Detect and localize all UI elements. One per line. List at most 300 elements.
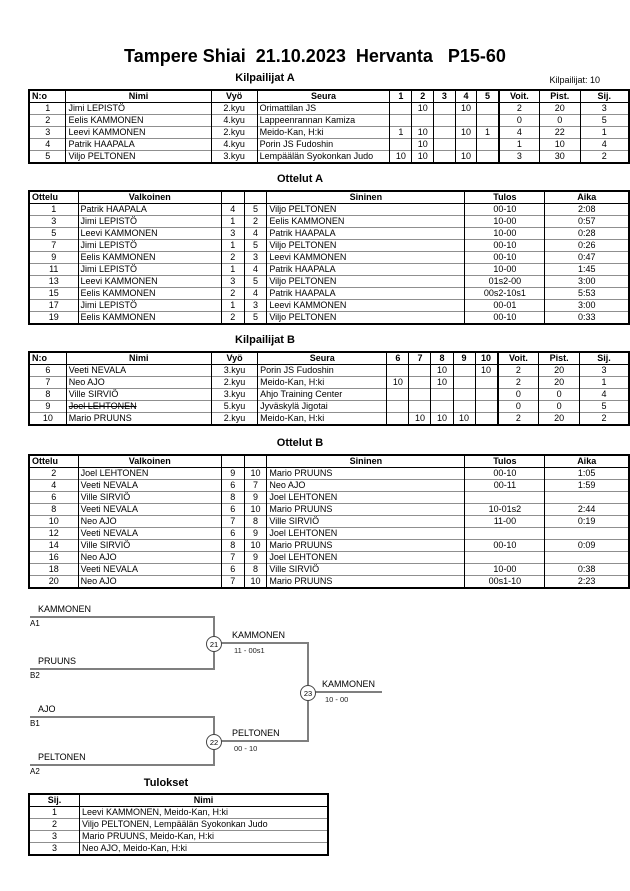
bracket-line <box>30 716 215 718</box>
table-cell <box>390 103 412 115</box>
column-header: Sininen <box>267 455 465 468</box>
table-cell: 2 <box>221 288 244 300</box>
table-row <box>29 831 328 843</box>
table-cell: 00-11 <box>465 480 545 492</box>
table-cell <box>409 365 431 377</box>
header-row <box>29 455 629 468</box>
table-cell: 3:00 <box>545 300 629 312</box>
table-cell <box>453 377 475 389</box>
table-cell: 1 <box>221 240 244 252</box>
table-cell: 2 <box>498 413 539 426</box>
column-header: Sij. <box>29 794 80 807</box>
section-header-ottelut-a <box>0 173 630 186</box>
table-cell: 0:26 <box>545 240 629 252</box>
table-cell: 00-10 <box>465 240 545 252</box>
table-cell <box>434 139 455 151</box>
column-header: Aika <box>545 455 629 468</box>
table-cell: Eelis KAMMONEN <box>66 115 211 127</box>
table-cell: 5 <box>29 151 66 164</box>
table-cell <box>409 389 431 401</box>
table-cell: 20 <box>540 103 580 115</box>
table-cell: 10 <box>244 540 267 552</box>
table-cell: 00-10 <box>465 540 545 552</box>
table-cell: 6 <box>221 564 244 576</box>
table-cell: Eelis KAMMONEN <box>78 312 221 325</box>
table-cell: 8 <box>244 516 267 528</box>
table-cell: 16 <box>29 552 78 564</box>
header-row <box>29 352 629 365</box>
table-row <box>29 492 629 504</box>
table-cell <box>545 528 629 540</box>
table-cell: Jimi LEPISTÖ <box>66 103 211 115</box>
table-cell: 9 <box>244 528 267 540</box>
table-cell: 3 <box>580 103 629 115</box>
table-cell: 1 <box>580 377 630 389</box>
table-cell: Leevi KAMMONEN, Meido-Kan, H:ki <box>80 807 329 819</box>
table-cell: 10 <box>453 413 475 426</box>
table-row <box>29 377 629 389</box>
bracket-sf2-score: 00 - 10 <box>234 744 258 753</box>
table-cell: 5 <box>244 204 267 216</box>
table-cell: 10 <box>431 377 453 389</box>
table-cell <box>412 115 434 127</box>
table-cell <box>431 389 453 401</box>
table-cell <box>434 115 455 127</box>
table-cell: Ville SIRVIÖ <box>267 516 465 528</box>
table-cell: Meido-Kan, H:ki <box>258 413 387 426</box>
column-header: Vyö <box>211 90 257 103</box>
table-cell: Leevi KAMMONEN <box>267 252 465 264</box>
table-cell: 9 <box>221 468 244 480</box>
table-cell <box>477 139 499 151</box>
table-row <box>29 127 629 139</box>
column-header: 9 <box>453 352 475 365</box>
table-cell <box>434 151 455 164</box>
table-cell <box>387 401 409 413</box>
table-cell: 0:09 <box>545 540 629 552</box>
section-title-kilpailijat-a: Kilpailijat A <box>235 72 295 84</box>
table-cell: Mario PRUUNS <box>267 576 465 589</box>
table-cell: 5 <box>580 115 629 127</box>
table-cell: 10 <box>475 365 498 377</box>
bracket-line <box>30 616 215 618</box>
section-title-tulokset: Tulokset <box>143 777 189 789</box>
table-cell: 7 <box>29 377 66 389</box>
table-cell: 00s2-10s1 <box>465 288 545 300</box>
table-cell: 1:59 <box>545 480 629 492</box>
table-row <box>29 504 629 516</box>
table-cell: Ville SIRVIÖ <box>267 564 465 576</box>
table-row <box>29 204 629 216</box>
table-cell: 1 <box>477 127 499 139</box>
table-row <box>29 540 629 552</box>
table-cell: Patrik HAAPALA <box>267 228 465 240</box>
table-ottelut-a <box>28 190 630 325</box>
table-cell: 3 <box>29 831 80 843</box>
table-cell: 10 <box>431 413 453 426</box>
table-cell: Viljo PELTONEN <box>267 276 465 288</box>
table-cell <box>434 103 455 115</box>
table-cell: 10 <box>244 576 267 589</box>
table-cell: Lempäälän Syokonkan Judo <box>257 151 390 164</box>
table-cell: Leevi KAMMONEN <box>78 228 221 240</box>
table-row <box>29 240 629 252</box>
table-cell: Jimi LEPISTÖ <box>78 300 221 312</box>
table-cell: 7 <box>221 516 244 528</box>
column-header: 4 <box>455 90 477 103</box>
table-cell: Viljo PELTONEN, Lempäälän Syokonkan Judo <box>80 819 329 831</box>
table-cell: Mario PRUUNS <box>267 468 465 480</box>
table-cell: 10 <box>431 365 453 377</box>
table-cell: 4 <box>29 139 66 151</box>
table-cell: 7 <box>29 240 78 252</box>
table-cell: 7 <box>221 552 244 564</box>
table-cell: 10 <box>412 139 434 151</box>
table-cell: 5 <box>580 401 630 413</box>
table-cell: Veeti NEVALA <box>78 564 221 576</box>
table-cell: 4 <box>580 389 630 401</box>
table-cell <box>453 365 475 377</box>
table-cell: 2:23 <box>545 576 629 589</box>
table-cell: 11-00 <box>465 516 545 528</box>
section-header-tulokset <box>0 777 630 790</box>
table-cell: 10 <box>540 139 580 151</box>
table-cell: 2.kyu <box>211 377 257 389</box>
table-cell: Ville SIRVIÖ <box>66 389 211 401</box>
table-cell: Mario PRUUNS <box>66 413 211 426</box>
table-cell: 1:45 <box>545 264 629 276</box>
table-cell: 3 <box>580 365 630 377</box>
table-cell: 14 <box>29 540 78 552</box>
table-cell <box>387 365 409 377</box>
bracket-sf1-score: 11 - 00s1 <box>234 646 265 655</box>
bracket-sf2-bottom-seed: A2 <box>30 767 40 776</box>
table-cell: Eelis KAMMONEN <box>78 288 221 300</box>
table-cell: 1:05 <box>545 468 629 480</box>
table-cell: 00-10 <box>465 252 545 264</box>
table-row <box>29 115 629 127</box>
table-cell: 2 <box>580 413 630 426</box>
table-cell <box>431 401 453 413</box>
table-cell: 3.kyu <box>211 389 257 401</box>
table-cell: Joel LEHTONEN <box>267 552 465 564</box>
column-header: 5 <box>477 90 499 103</box>
table-cell: Viljo PELTONEN <box>267 312 465 325</box>
table-cell <box>477 151 499 164</box>
table-cell: Meido-Kan, H:ki <box>257 127 390 139</box>
table-cell <box>475 413 498 426</box>
table-cell: Mario PRUUNS <box>267 540 465 552</box>
table-cell: 00-01 <box>465 300 545 312</box>
table-cell: Joel LEHTONEN <box>66 401 211 413</box>
table-cell: Patrik HAAPALA <box>267 288 465 300</box>
table-cell <box>475 389 498 401</box>
table-row <box>29 480 629 492</box>
table-cell: 5 <box>29 228 78 240</box>
table-cell: 10-00 <box>465 228 545 240</box>
column-header: Nimi <box>66 90 211 103</box>
table-cell: Neo AJO <box>78 552 221 564</box>
column-header: Voit. <box>498 352 539 365</box>
table-cell: 3 <box>244 300 267 312</box>
table-cell: 1 <box>221 264 244 276</box>
column-header: 10 <box>475 352 498 365</box>
column-header: N:o <box>29 352 66 365</box>
table-cell: Viljo PELTONEN <box>267 240 465 252</box>
table-cell: Jimi LEPISTÖ <box>78 264 221 276</box>
bracket-sf2-winner-name: PELTONEN <box>232 728 280 738</box>
table-cell: 5:53 <box>545 288 629 300</box>
table-cell: Neo AJO <box>78 576 221 589</box>
table-row <box>29 843 328 856</box>
bracket-sf1-winner-name: KAMMONEN <box>232 630 286 640</box>
table-row <box>29 401 629 413</box>
table-cell: 1 <box>221 216 244 228</box>
table-cell <box>387 413 409 426</box>
column-header: 6 <box>387 352 409 365</box>
table-cell: 18 <box>29 564 78 576</box>
table-cell: 1 <box>580 127 629 139</box>
table-cell: 1 <box>29 103 66 115</box>
table-cell: 13 <box>29 276 78 288</box>
table-cell: 20 <box>539 377 580 389</box>
column-header: Vyö <box>211 352 257 365</box>
table-cell: 10 <box>387 377 409 389</box>
table-cell: 8 <box>221 492 244 504</box>
table-cell: Leevi KAMMONEN <box>66 127 211 139</box>
table-cell: 0:19 <box>545 516 629 528</box>
table-cell: 4 <box>499 127 540 139</box>
table-cell: 10 <box>455 151 477 164</box>
bracket-sf1-top-seed: A1 <box>30 619 40 628</box>
table-cell: Veeti NEVALA <box>78 480 221 492</box>
table-cell: 3.kyu <box>211 151 257 164</box>
table-cell: Patrik HAAPALA <box>78 204 221 216</box>
table-cell: Leevi KAMMONEN <box>78 276 221 288</box>
table-row <box>29 276 629 288</box>
table-kilpailijat-b <box>28 351 630 426</box>
bracket-sf2-top-name: AJO <box>38 704 56 714</box>
table-cell: 1 <box>221 300 244 312</box>
column-header: Tulos <box>465 455 545 468</box>
table-cell: 8 <box>29 389 66 401</box>
bracket-node-21: 21 <box>206 636 222 652</box>
table-cell: 6 <box>221 528 244 540</box>
table-cell: 3.kyu <box>211 365 257 377</box>
column-header: 1 <box>390 90 412 103</box>
table-cell <box>475 377 498 389</box>
table-cell <box>434 127 455 139</box>
bracket-sf1-top-name: KAMMONEN <box>38 604 92 614</box>
column-header: 7 <box>409 352 431 365</box>
table-cell: 4 <box>244 264 267 276</box>
table-cell: 2.kyu <box>211 413 257 426</box>
table-cell: 1 <box>29 807 80 819</box>
column-header: N:o <box>29 90 66 103</box>
table-cell: Mario PRUUNS <box>267 504 465 516</box>
table-cell: 4 <box>580 139 629 151</box>
table-cell: Veeti NEVALA <box>78 504 221 516</box>
bracket-line <box>215 740 309 742</box>
competitors-count: Kilpailijat: 10 <box>549 75 600 85</box>
table-row <box>29 528 629 540</box>
section-title-kilpailijat-b: Kilpailijat B <box>235 334 295 346</box>
bracket-line <box>309 691 382 693</box>
table-cell: 4 <box>29 480 78 492</box>
table-cell <box>455 115 477 127</box>
table-cell <box>453 389 475 401</box>
table-cell: 9 <box>244 552 267 564</box>
table-cell: Veeti NEVALA <box>66 365 211 377</box>
table-row <box>29 139 629 151</box>
table-row <box>29 216 629 228</box>
table-cell: 3 <box>221 228 244 240</box>
table-cell: Viljo PELTONEN <box>267 204 465 216</box>
table-row <box>29 252 629 264</box>
table-cell: 0 <box>498 389 539 401</box>
table-cell: 6 <box>29 365 66 377</box>
table-cell: 2.kyu <box>211 127 257 139</box>
table-cell: 01s2-00 <box>465 276 545 288</box>
column-header: Ottelu <box>29 191 78 204</box>
column-header <box>244 191 267 204</box>
table-cell <box>545 492 629 504</box>
table-cell <box>465 492 545 504</box>
table-cell: Veeti NEVALA <box>78 528 221 540</box>
table-cell: 3:00 <box>545 276 629 288</box>
table-cell: 0 <box>539 389 580 401</box>
table-cell: 3 <box>29 843 80 856</box>
table-cell <box>453 401 475 413</box>
table-row <box>29 365 629 377</box>
table-row <box>29 576 629 589</box>
table-cell: 1 <box>390 127 412 139</box>
table-cell: 0 <box>539 401 580 413</box>
column-header: Sij. <box>580 352 630 365</box>
table-row <box>29 413 629 426</box>
bracket-node-23: 23 <box>300 685 316 701</box>
table-cell: 0:57 <box>545 216 629 228</box>
table-cell: 6 <box>221 504 244 516</box>
table-cell: 10-00 <box>465 216 545 228</box>
table-cell: Patrik HAAPALA <box>66 139 211 151</box>
table-cell: 7 <box>244 480 267 492</box>
table-cell: 3 <box>29 216 78 228</box>
table-cell: 10 <box>455 103 477 115</box>
table-row <box>29 103 629 115</box>
table-cell: 10 <box>412 151 434 164</box>
table-cell: 12 <box>29 528 78 540</box>
table-cell: 10 <box>412 127 434 139</box>
header-row <box>29 794 328 807</box>
table-cell: Neo AJO <box>78 516 221 528</box>
section-title-ottelut-b: Ottelut B <box>276 437 324 449</box>
table-cell: 4.kyu <box>211 139 257 151</box>
bracket-node-22: 22 <box>206 734 222 750</box>
column-header: Valkoinen <box>78 455 221 468</box>
table-cell <box>390 115 412 127</box>
table-cell: 00-10 <box>465 468 545 480</box>
table-cell: 1 <box>29 204 78 216</box>
bracket-sf2-top-seed: B1 <box>30 719 40 728</box>
bracket-sf1-bottom-seed: B2 <box>30 671 40 680</box>
table-row <box>29 312 629 325</box>
table-row <box>29 300 629 312</box>
table-row <box>29 288 629 300</box>
table-cell: 0:38 <box>545 564 629 576</box>
column-header: 3 <box>434 90 455 103</box>
table-cell: Jimi LEPISTÖ <box>78 216 221 228</box>
table-cell: 0 <box>540 115 580 127</box>
table-cell: Patrik HAAPALA <box>267 264 465 276</box>
column-header: Valkoinen <box>78 191 221 204</box>
column-header <box>221 455 244 468</box>
page-title: Tampere Shiai 21.10.2023 Hervanta P15-60 <box>124 46 506 66</box>
column-header: Pist. <box>540 90 580 103</box>
table-cell: 20 <box>539 365 580 377</box>
table-cell: 2 <box>498 377 539 389</box>
table-cell: Jimi LEPISTÖ <box>78 240 221 252</box>
table-cell: 3 <box>244 252 267 264</box>
table-cell: Jyväskylä Jigotai <box>258 401 387 413</box>
table-cell: 10 <box>29 516 78 528</box>
table-ottelut-b <box>28 454 630 589</box>
table-cell: Eelis KAMMONEN <box>267 216 465 228</box>
table-kilpailijat-a <box>28 89 630 164</box>
table-row <box>29 564 629 576</box>
table-cell: 10-00 <box>465 564 545 576</box>
table-cell: 5 <box>244 312 267 325</box>
table-cell: 10 <box>244 504 267 516</box>
section-title-ottelut-a: Ottelut A <box>276 173 324 185</box>
table-cell: 20 <box>539 413 580 426</box>
table-cell: Joel LEHTONEN <box>267 528 465 540</box>
table-cell <box>477 103 499 115</box>
table-row <box>29 389 629 401</box>
table-cell: 10 <box>412 103 434 115</box>
table-cell: 2:08 <box>545 204 629 216</box>
table-cell: 10-01s2 <box>465 504 545 516</box>
table-cell: 10 <box>455 127 477 139</box>
header-row <box>29 90 629 103</box>
section-header-ottelut-b <box>0 437 630 450</box>
table-cell: Orimattilan JS <box>257 103 390 115</box>
table-cell: Joel LEHTONEN <box>267 492 465 504</box>
table-cell: 10 <box>409 413 431 426</box>
table-cell: 0:47 <box>545 252 629 264</box>
bracket-line <box>30 764 215 766</box>
table-cell: 3 <box>499 151 540 164</box>
table-cell: 3 <box>29 127 66 139</box>
table-cell: Mario PRUUNS, Meido-Kan, H:ki <box>80 831 329 843</box>
table-cell: 4 <box>244 228 267 240</box>
table-cell: Neo AJO <box>66 377 211 389</box>
table-cell: 10 <box>244 468 267 480</box>
column-header: 2 <box>412 90 434 103</box>
table-cell: 2.kyu <box>211 103 257 115</box>
table-cell: 30 <box>540 151 580 164</box>
table-cell: Meido-Kan, H:ki <box>258 377 387 389</box>
bracket-line <box>215 642 309 644</box>
table-cell: 11 <box>29 264 78 276</box>
table-cell: 22 <box>540 127 580 139</box>
table-cell: 2 <box>244 216 267 228</box>
table-cell <box>545 552 629 564</box>
table-cell: 19 <box>29 312 78 325</box>
column-header: Nimi <box>80 794 329 807</box>
table-cell: 2 <box>499 103 540 115</box>
table-cell <box>387 389 409 401</box>
